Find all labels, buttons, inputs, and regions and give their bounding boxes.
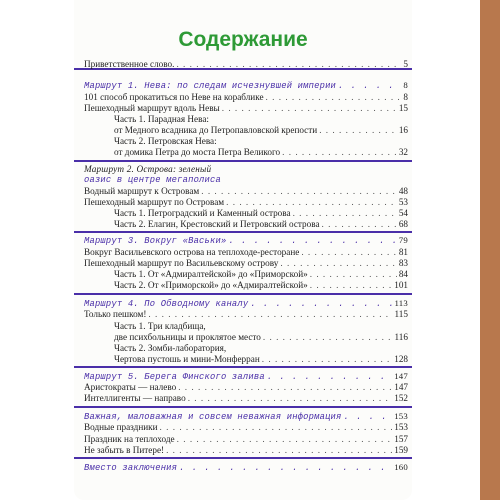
toc-entry-line1: Часть 2. Петровская Нева: [114, 136, 217, 146]
toc-entry-route-1[interactable] [84, 80, 408, 92]
entry-page: 160 [394, 462, 408, 472]
toc-entry[interactable] [84, 445, 408, 456]
entry-page: 15 [398, 103, 408, 113]
section-rule [74, 293, 412, 295]
section-rule [74, 406, 412, 408]
toc-entry[interactable] [114, 125, 408, 136]
toc-entry[interactable] [84, 247, 408, 258]
entry-label: Часть 2. Елагин, Крестовский и Петровский острова [114, 219, 320, 229]
toc-entry[interactable] [84, 393, 408, 404]
entry-label: Маршрут 5. Берега Финского залива [84, 372, 265, 382]
entry-label: Важная, маловажная и совсем неважная информация [84, 412, 342, 422]
toc-entry[interactable] [84, 434, 408, 445]
entry-page: 5 [403, 59, 408, 69]
entry-label: Водные праздники [84, 422, 158, 432]
leader-dots [262, 354, 392, 365]
book-edge [480, 0, 500, 500]
leader-dots [282, 147, 397, 158]
leader-dots [222, 103, 397, 114]
toc-entry[interactable] [114, 147, 408, 158]
toc-entry-intro[interactable] [84, 59, 408, 70]
leader-dots [179, 463, 392, 474]
entry-page: 83 [398, 258, 408, 268]
entry-label: 101 способ прокатиться по Неве на кораблике [84, 92, 264, 102]
entry-page: 68 [398, 219, 408, 229]
entry-label: Маршрут 3. Вокруг «Васьки» [84, 236, 227, 246]
section-rule [74, 457, 412, 459]
entry-label: Пешеходный маршрут вдоль Невы [84, 103, 220, 113]
leader-dots [148, 309, 392, 320]
entry-label: Пешеходный маршрут по Васильевскому острову [84, 258, 279, 268]
toc-entry[interactable] [84, 197, 408, 208]
entry-label: Только пешком! [84, 309, 147, 319]
page-title: Содержание [178, 28, 308, 51]
toc-entry[interactable] [84, 309, 408, 320]
leader-dots [201, 186, 397, 197]
entry-label: Маршрут 4. По Обводному каналу [84, 299, 249, 309]
leader-dots [178, 382, 392, 393]
leader-dots [226, 197, 397, 208]
leader-dots [338, 81, 401, 92]
leader-dots [228, 236, 396, 247]
leader-dots [160, 422, 393, 433]
leader-dots [310, 280, 393, 291]
entry-page: 115 [394, 309, 408, 319]
toc-entry[interactable] [114, 280, 408, 291]
toc-entry[interactable] [84, 103, 408, 114]
toc-entry[interactable] [114, 332, 408, 343]
leader-dots [301, 247, 396, 258]
entry-label: от домика Петра до моста Петра Великого [114, 147, 281, 157]
entry-page: 153 [394, 411, 408, 421]
entry-label: Праздник на теплоходе [84, 434, 175, 444]
leader-dots [319, 125, 397, 136]
entry-page: 128 [394, 354, 408, 364]
entry-page: 101 [394, 280, 408, 290]
toc-entry[interactable] [84, 92, 408, 103]
entry-label: Вокруг Васильевского острова на теплоходе-ресторане [84, 247, 300, 257]
entry-page: 32 [398, 147, 408, 157]
toc-entry-line1: Часть 1. Парадная Нева: [114, 114, 209, 124]
leader-dots [176, 59, 401, 70]
toc-entry[interactable] [114, 208, 408, 219]
entry-page: 152 [394, 393, 408, 403]
entry-page: 53 [398, 197, 408, 207]
toc-entry[interactable] [84, 422, 408, 433]
leader-dots [177, 434, 393, 445]
toc-entry-outro[interactable] [84, 462, 408, 474]
entry-label: Интеллигенты — направо [84, 393, 186, 403]
entry-page: 157 [394, 434, 408, 444]
toc-entry[interactable] [84, 186, 408, 197]
entry-page: 16 [398, 125, 408, 135]
toc-entry-route-2-line1[interactable]: Маршрут 2. Острова: зеленый [84, 164, 212, 174]
entry-page: 113 [394, 298, 408, 308]
section-rule [74, 160, 412, 162]
toc-entry-route-3[interactable] [84, 235, 408, 247]
entry-label: Часть 2. От «Приморской» до «Адмиралтейской» [114, 280, 308, 290]
leader-dots [266, 92, 402, 103]
entry-label: Маршрут 1. Нева: по следам исчезнувшей империи [84, 81, 337, 91]
leader-dots [263, 332, 393, 343]
toc-entry[interactable] [114, 269, 408, 280]
leader-dots [310, 269, 397, 280]
entry-page: 8 [403, 80, 408, 90]
entry-label: Водный маршрут к Островам [84, 186, 200, 196]
entry-page: 8 [403, 92, 408, 102]
entry-label: Вместо заключения [84, 463, 178, 473]
entry-label: от Медного всадника до Петропавловской крепости [114, 125, 318, 135]
leader-dots [293, 208, 397, 219]
leader-dots [322, 219, 397, 230]
entry-page: 79 [398, 235, 408, 245]
toc-entry-route-2[interactable] [84, 175, 408, 186]
leader-dots [188, 393, 393, 404]
entry-page: 54 [398, 208, 408, 218]
toc-entry[interactable] [114, 219, 408, 230]
entry-label: Чертова пустошь и мини-Монферран [114, 354, 260, 364]
toc-page [74, 0, 412, 500]
entry-page: 48 [398, 186, 408, 196]
leader-dots [166, 445, 392, 456]
entry-label: Пешеходный маршрут по Островам [84, 197, 225, 207]
toc-entry-line1: Часть 1. Три кладбища, [114, 321, 206, 331]
entry-page: 147 [394, 382, 408, 392]
entry-page: 116 [394, 332, 408, 342]
entry-label: Аристократы — налево [84, 382, 177, 392]
leader-dots [280, 258, 396, 269]
section-rule [74, 366, 412, 368]
toc-entry[interactable] [84, 258, 408, 269]
entry-page: 159 [394, 445, 408, 455]
entry-page: 81 [398, 247, 408, 257]
section-rule [74, 231, 412, 233]
toc-entry-line1: Часть 2. Зомби-лаборатория, [114, 343, 227, 353]
entry-label: оазис в центре мегаполиса [84, 175, 221, 185]
entry-page: 147 [394, 371, 408, 381]
entry-page: 84 [398, 269, 408, 279]
entry-label: две психбольницы и проклятое место [114, 332, 261, 342]
entry-label: Не забыть в Питере! [84, 445, 165, 455]
entry-page: 153 [394, 422, 408, 432]
toc-entry[interactable] [114, 354, 408, 365]
entry-label: Часть 1. Петроградский и Каменный острова [114, 208, 291, 218]
entry-label: Часть 1. От «Адмиралтейской» до «Приморской» [114, 269, 308, 279]
entry-label: Приветственное слово. [84, 59, 175, 69]
toc-entry[interactable] [84, 382, 408, 393]
